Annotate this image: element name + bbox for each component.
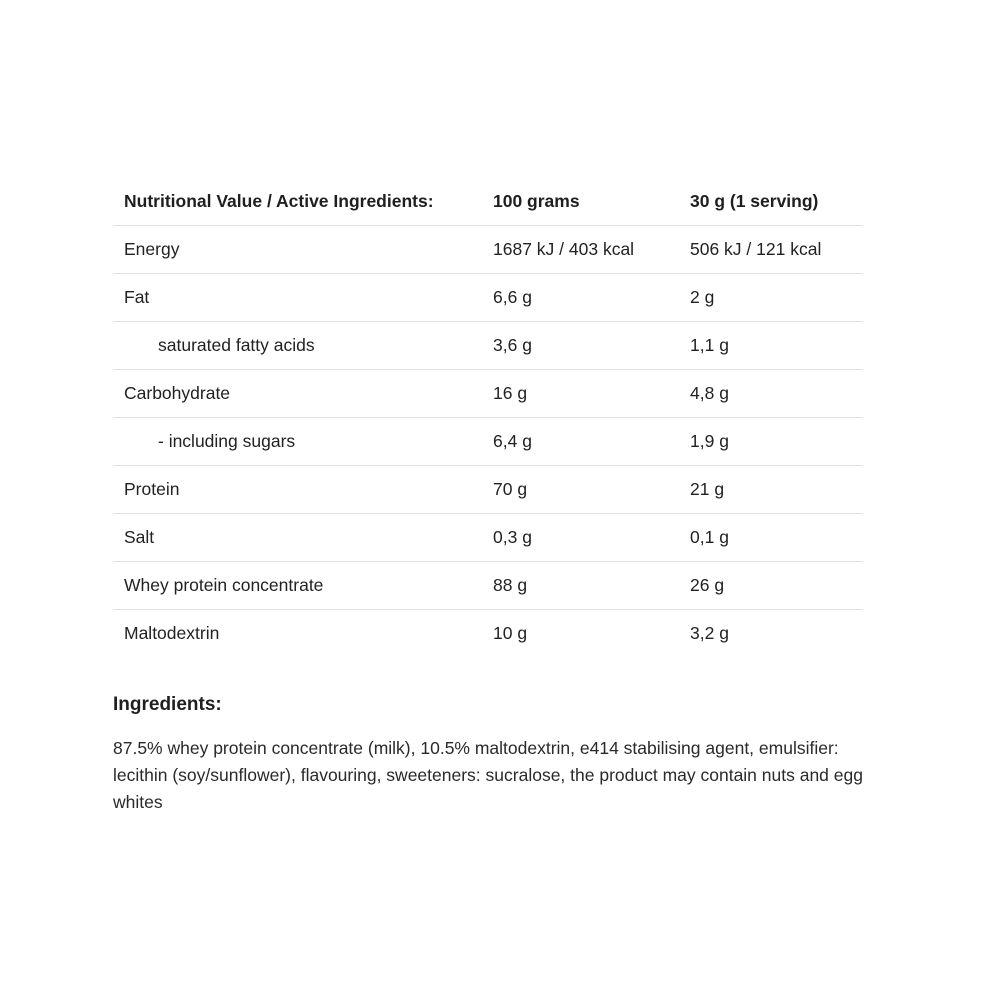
row-value-100g: 16 g — [482, 370, 679, 418]
row-value-100g: 6,4 g — [482, 418, 679, 466]
row-value-100g: 6,6 g — [482, 274, 679, 322]
table-row-energy — [113, 226, 863, 274]
table-row-salt — [113, 514, 863, 562]
table-row-sugars — [113, 418, 863, 466]
table-row-whey-protein — [113, 562, 863, 610]
ingredients-heading: Ingredients: — [113, 694, 222, 715]
row-label: Whey protein concentrate — [113, 562, 482, 610]
row-value-100g: 70 g — [482, 466, 679, 514]
row-label: Salt — [113, 514, 482, 562]
row-value-100g: 88 g — [482, 562, 679, 610]
row-value-serving: 2 g — [679, 274, 863, 322]
header-nutritional-value: Nutritional Value / Active Ingredients: — [113, 178, 482, 226]
row-label: Carbohydrate — [113, 370, 482, 418]
row-label: Maltodextrin — [124, 623, 220, 643]
row-value-serving: 26 g — [679, 562, 863, 610]
table-row-saturated-fatty-acids — [113, 322, 863, 370]
table-header-row — [113, 178, 863, 226]
row-value-serving: 0,1 g — [679, 514, 863, 562]
row-value-100g: 1687 kJ / 403 kcal — [482, 226, 679, 274]
row-value-100g: 10 g — [493, 623, 528, 643]
row-value-serving: 506 kJ / 121 kcal — [679, 226, 863, 274]
row-value-100g: 0,3 g — [482, 514, 679, 562]
row-value-serving: 4,8 g — [679, 370, 863, 418]
header-per-serving: 30 g (1 serving) — [679, 178, 863, 226]
table-row-carbohydrate — [113, 370, 863, 418]
row-value-100g: 3,6 g — [482, 322, 679, 370]
table-row-maltodextrin — [113, 610, 863, 658]
row-label: Energy — [113, 226, 482, 274]
row-value-serving: 1,1 g — [679, 322, 863, 370]
row-label: Protein — [113, 466, 482, 514]
row-label: Fat — [113, 274, 482, 322]
table-row-protein — [113, 466, 863, 514]
nutrition-table — [113, 178, 863, 657]
row-label: saturated fatty acids — [113, 322, 482, 370]
row-label: - including sugars — [113, 418, 482, 466]
row-value-serving: 21 g — [679, 466, 863, 514]
header-100-grams: 100 grams — [482, 178, 679, 226]
table-row-fat — [113, 274, 863, 322]
row-value-serving: 3,2 g — [690, 623, 729, 643]
ingredients-text: 87.5% whey protein concentrate (milk), 10.5% maltodextrin, e414 stabilising agent, emulsifier: lecithin (soy/sunflower), flavouring, sweeteners: sucralose, the product may contain nuts and egg whites — [113, 738, 863, 812]
row-value-serving: 1,9 g — [679, 418, 863, 466]
